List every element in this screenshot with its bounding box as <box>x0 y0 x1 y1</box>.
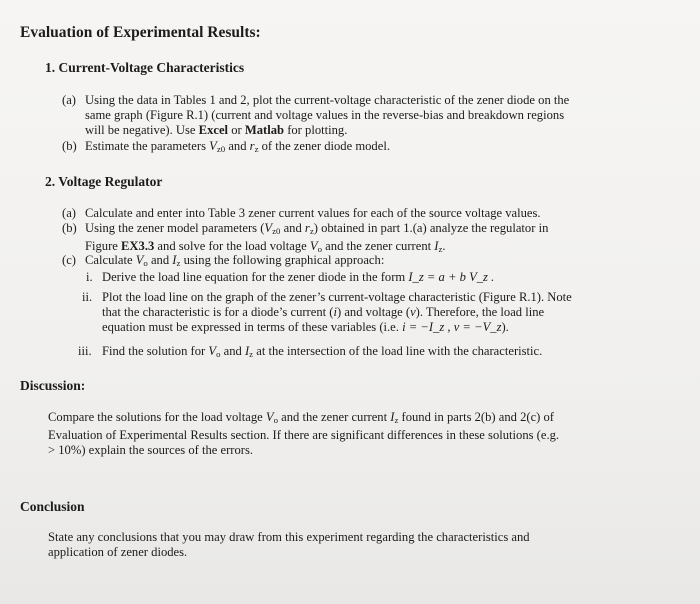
section2-heading <box>45 174 162 190</box>
discussion-heading: Discussion: <box>20 378 86 393</box>
item-a-line-3: will be negative). Use Excel or Matlab for plotting. <box>85 123 348 138</box>
item-marker: (a) <box>62 93 76 107</box>
section1-heading <box>45 60 244 76</box>
load-line-equation: I_z = a + b V_z . <box>408 270 495 284</box>
page-title: Evaluation of Experimental Results: <box>20 24 261 41</box>
section1-item-a <box>62 93 632 141</box>
section2-item-a: (a) Calculate and enter into Table 3 zener current values for each of the source voltage values. <box>62 206 541 220</box>
item-a-line-1: Using the data in Tables 1 and 2, plot the current-voltage characteristic of the zener diode on the <box>85 93 570 107</box>
section1-title: Current-Voltage Characteristics <box>58 60 245 75</box>
section2-subitem-i: i. Derive the load line equation for the zener diode in the form I_z = a + b V_z . <box>86 270 495 284</box>
section2-item-c: (c) Calculate $V_o$ and $I_z$ using the following graphical approach: <box>62 253 385 268</box>
item-marker: (b) <box>62 139 77 153</box>
section2-title: Voltage Regulator <box>58 174 163 189</box>
section1-item-b: (b) Estimate the parameters $V_{z0}$ and $r_z$ of the zener diode model. <box>62 139 390 154</box>
item-a-line-2: same graph (Figure R.1) (current and voltage values in the reverse-bias and breakdown regions <box>85 108 565 123</box>
conclusion-paragraph: State any conclusions that you may draw from this experiment regarding the characteristics and application of zener diodes. <box>48 530 530 560</box>
figure-ref: EX3.3 <box>121 239 155 254</box>
discussion-paragraph: Compare the solutions for the load voltage $V_o$ and the zener current $I_z$ found in parts 2(b) and 2(c) of Evaluation of Experimental Results section. If there are significant differences in these solutions (e.g. > 10%) explain the sources of the errors. <box>48 410 560 458</box>
section2-subitem-ii: ii. Plot the load line on the graph of the zener’s current-voltage characteristic (Figure R.1). Note that the characteristic is for a diode’s current (i) and voltage (v). Therefore, the load line equation must be expressed in terms of these variables (i.e. i = −I_z , v = −V_z). <box>82 290 572 335</box>
section2-number: 2. <box>45 174 56 189</box>
section2-subitem-iii: iii. Find the solution for $V_o$ and $I_z$ at the intersection of the load line with the characteristic. <box>78 344 543 359</box>
matlab-label: Matlab <box>244 123 285 138</box>
conclusion-heading: Conclusion <box>20 499 85 514</box>
section2-item-b: (b) Using the zener model parameters ($V_{z0}$ and $r_z$) obtained in part 1.(a) analyze the regulator in Figure EX3.3 and solve for the load voltage $V_o$ and the zener current $I_z$. <box>62 221 549 255</box>
section1-number: 1. <box>45 60 56 75</box>
excel-label: Excel <box>198 123 229 138</box>
